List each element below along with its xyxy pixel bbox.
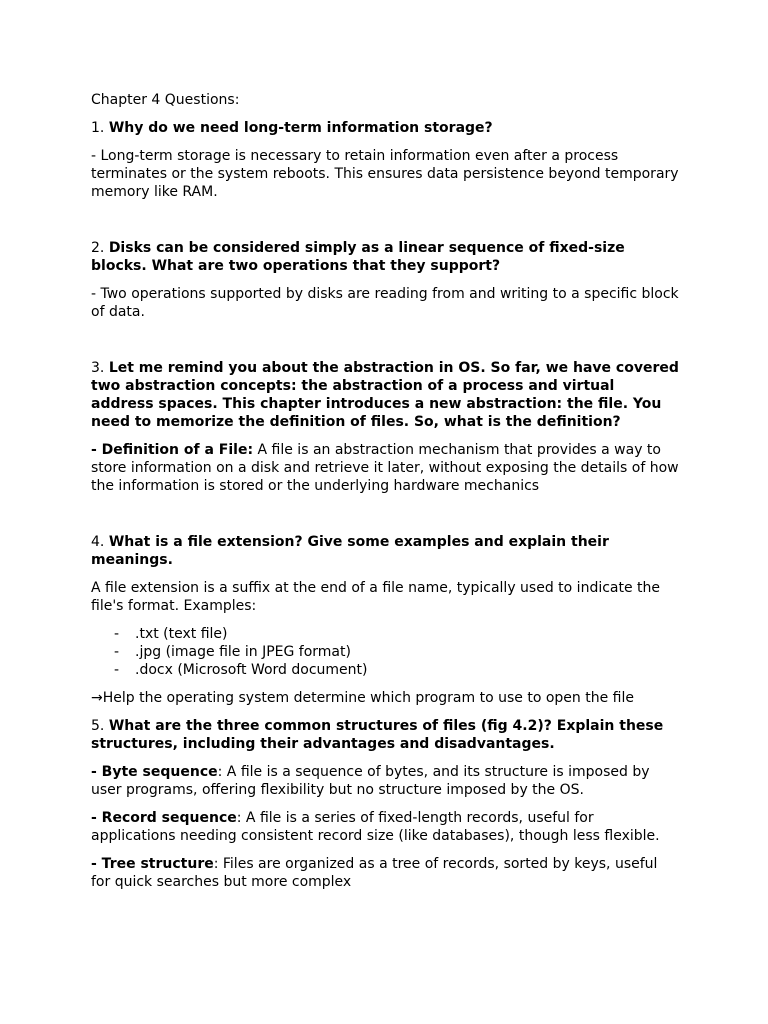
question-text: Let me remind you about the abstraction in OS. So far, we have covered two abstraction concepts: the abstraction of a process and virtual address spaces. This chapter introduces a new abstraction: the file. You need to memorize the definition of files. So, what is the definition? xyxy=(91,360,679,430)
question-number: 1. xyxy=(91,120,105,136)
answer-4-conclusion: →Help the operating system determine which program to use to open the file xyxy=(91,690,634,706)
question-text: Why do we need long-term information storage? xyxy=(108,120,493,136)
question-2 xyxy=(91,239,680,275)
answer-2: - Two operations supported by disks are reading from and writing to a specific block of data. xyxy=(91,286,679,320)
extension-examples-list xyxy=(91,625,680,679)
structure-term: - Tree structure xyxy=(91,856,214,872)
list-item-text: .docx (Microsoft Word document) xyxy=(135,662,368,678)
bullet-dash: - xyxy=(114,644,120,660)
answer-4: A file extension is a suffix at the end of a file name, typically used to indicate the file's format. Examples: xyxy=(91,580,661,614)
question-number: 2. xyxy=(91,240,105,256)
structure-text: : A file is a series of fixed-length records, useful for applications needing consistent record size (like databases), though less flexible. xyxy=(91,810,660,844)
definition-text: A file is an abstraction mechanism that provides a way to store information on a disk and retrieve it later, without exposing the details of how the information is stored or the underlying hardware mechanics xyxy=(91,442,679,494)
chapter-title: Chapter 4 Questions: xyxy=(91,92,240,108)
question-number: 5. xyxy=(91,718,105,734)
question-text: What is a file extension? Give some examples and explain their meanings. xyxy=(91,534,609,568)
structure-term: - Byte sequence xyxy=(91,764,218,780)
bullet-dash: - xyxy=(114,662,120,678)
question-1 xyxy=(91,119,680,137)
answer-3 xyxy=(91,441,680,495)
structure-text: : A file is a sequence of bytes, and its structure is imposed by user programs, offering flexibility but no structure imposed by the OS. xyxy=(91,764,650,798)
question-number: 3. xyxy=(91,360,105,376)
list-item-text: .jpg (image file in JPEG format) xyxy=(135,644,351,660)
question-5 xyxy=(91,717,680,753)
question-text: Disks can be considered simply as a linear sequence of fixed-size blocks. What are two operations that they support? xyxy=(91,240,625,274)
definition-term: - Definition of a File: xyxy=(91,442,254,458)
question-4 xyxy=(91,533,680,569)
structure-byte-sequence xyxy=(91,763,680,799)
structure-text: : Files are organized as a tree of records, sorted by keys, useful for quick searches but more complex xyxy=(91,856,658,890)
spacer xyxy=(91,505,680,533)
spacer xyxy=(91,331,680,359)
spacer xyxy=(91,211,680,239)
question-text: What are the three common structures of files (fig 4.2)? Explain these structures, including their advantages and disadvantages. xyxy=(91,718,664,752)
answer-1: - Long-term storage is necessary to retain information even after a process terminates or the system reboots. This ensures data persistence beyond temporary memory like RAM. xyxy=(91,148,679,200)
structure-tree xyxy=(91,855,680,891)
bullet-dash: - xyxy=(114,626,120,642)
list-item-text: .txt (text file) xyxy=(135,626,228,642)
list-item xyxy=(114,625,680,643)
structure-record-sequence xyxy=(91,809,680,845)
structure-term: - Record sequence xyxy=(91,810,237,826)
question-3 xyxy=(91,359,680,431)
list-item xyxy=(114,643,680,661)
question-number: 4. xyxy=(91,534,105,550)
list-item xyxy=(114,661,680,679)
